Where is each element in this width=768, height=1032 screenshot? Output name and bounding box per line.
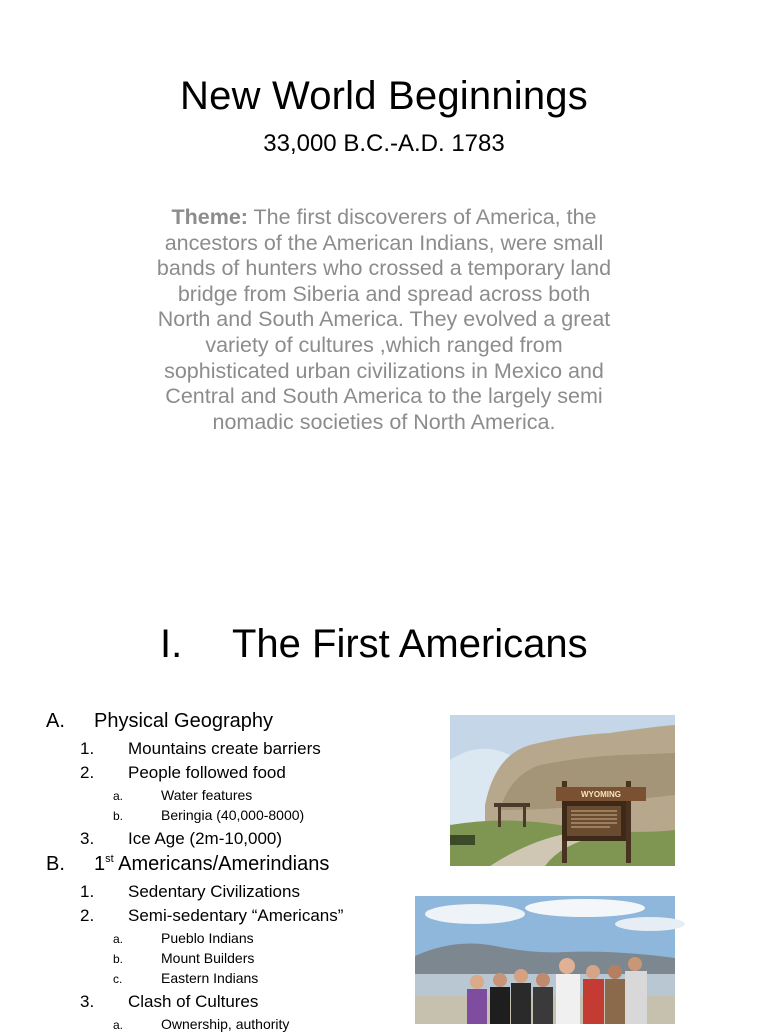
outline-item-a2: 2. People followed food	[80, 763, 286, 782]
slide-first-americans	[0, 580, 768, 1032]
outline-item-b2: 2. Semi-sedentary “Americans”	[80, 906, 344, 925]
wyoming-sign-photo	[450, 715, 675, 866]
outline-item-a: A. Physical Geography	[46, 710, 273, 732]
theme-line-6: variety of cultures ,which ranged from	[205, 332, 563, 357]
theme-paragraph	[110, 205, 658, 435]
wyoming-landscape-image	[450, 715, 675, 866]
sign-text: WYOMING	[581, 790, 621, 799]
theme-label: Theme:	[171, 205, 248, 229]
outline-item-b1: 1. Sedentary Civilizations	[80, 882, 300, 901]
outline-item-b3a: a. Ownership, authority	[113, 1016, 290, 1032]
outline-item-b2a: a. Pueblo Indians	[113, 930, 254, 946]
section-title-text: The First Americans	[232, 622, 588, 666]
outline-item-b2c: c. Eastern Indians	[113, 970, 259, 986]
outline-item-a2b: b. Beringia (40,000-8000)	[113, 807, 305, 823]
outline-item-b: B. 1st Americans/Amerindians	[46, 853, 330, 875]
theme-line-5: North and South America. They evolved a great	[157, 307, 611, 332]
outline-item-a1: 1. Mountains create barriers	[80, 739, 321, 758]
theme-line-1: Theme: The first discoverers of America, the	[171, 205, 597, 229]
section-number: I.	[160, 622, 183, 666]
theme-line-8: Central and South America to the largely semi	[165, 384, 603, 409]
page-title: New World Beginnings	[180, 74, 588, 118]
theme-line-2: ancestors of the American Indians, were small	[164, 230, 604, 255]
group-photo	[415, 896, 675, 1024]
theme-line-9: nomadic societies of North America.	[212, 409, 556, 434]
theme-line-7: sophisticated urban civilizations in Mexico and	[164, 358, 604, 383]
outline-item-b2b: b. Mount Builders	[113, 950, 255, 966]
date-range-subtitle: 33,000 B.C.-A.D. 1783	[263, 130, 505, 157]
theme-line-3: bands of hunters who crossed a temporary land	[156, 256, 612, 281]
outline-item-b3: 3. Clash of Cultures	[80, 992, 259, 1011]
section-title	[160, 622, 588, 667]
group-by-lake-image	[415, 896, 675, 1024]
outline-item-a2a: a. Water features	[113, 787, 253, 803]
theme-line-4: bridge from Siberia and spread across both	[177, 281, 591, 306]
outline-item-a3: 3. Ice Age (2m-10,000)	[80, 829, 283, 848]
